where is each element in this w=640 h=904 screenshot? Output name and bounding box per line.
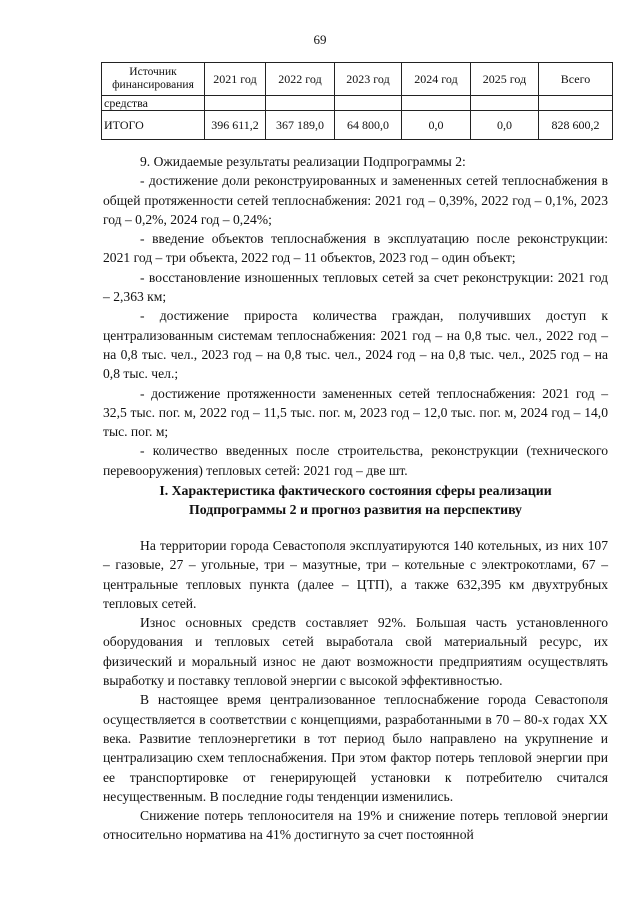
paragraph: На территории города Севастополя эксплуатируются 140 котельных, из них 107 – газовые, 27 – угольные, три – мазутные, три – котельные с электрокотлами, 67 – центральные тепловых пункта (далее – ЦТП), а также 632,395 км двухтрубных тепловых сетей. xyxy=(103,538,608,611)
table-total-row xyxy=(102,111,613,140)
table-cell xyxy=(471,96,539,111)
section-9-results xyxy=(103,152,608,480)
table-cell: 396 611,2 xyxy=(205,111,266,140)
table-cell xyxy=(402,96,471,111)
header-cell-2023: 2023 год xyxy=(335,63,402,96)
table-cell: ИТОГО xyxy=(102,111,205,140)
table-cell: 828 600,2 xyxy=(539,111,613,140)
table-cell xyxy=(335,96,402,111)
table-cell: 0,0 xyxy=(471,111,539,140)
table-header-row xyxy=(102,63,613,96)
paragraph: Снижение потерь теплоносителя на 19% и снижение потерь тепловой энергии относительно норматива на 41% достигнуто за счет постоянной xyxy=(103,808,608,843)
table-cell: 0,0 xyxy=(402,111,471,140)
header-cell-2025: 2025 год xyxy=(471,63,539,96)
financing-table xyxy=(101,62,613,140)
list-item: - восстановление изношенных тепловых сетей за счет реконструкции: 2021 год – 2,363 км; xyxy=(103,269,608,305)
list-item: - достижение доли реконструированных и замененных сетей теплоснабжения в общей протяженности сетей теплоснабжения: 2021 год – 0,39%, 2022 год – 0,1%, 2023 год – 0,2%, 2024 год – 0,24%; xyxy=(103,173,608,227)
table-cell xyxy=(266,96,335,111)
heading-line: Подпрограммы 2 и прогноз развития на перспективу xyxy=(189,502,522,517)
list-item: - количество введенных после строительства, реконструкции (технического перевооружения) тепловых сетей: 2021 год – две шт. xyxy=(103,443,608,478)
paragraph: В настоящее время централизованное теплоснабжение города Севастополя осуществляется в соответствии с концепциями, разработанными в 70 – 80-х годах XX века. Развитие теплоэнергетики в тот период было направлено на укрупнение и централизацию схем теплоснабжения. При этом фактор потерь тепловой энергии при ее транспортировке от генерирующей установки к потребителю считался несущественным. В последние годы тенденции изменились. xyxy=(103,692,608,804)
heading-line: I. Характеристика фактического состояния сферы реализации xyxy=(159,483,552,498)
header-cell-2022: 2022 год xyxy=(266,63,335,96)
table-cell xyxy=(205,96,266,111)
header-cell-2024: 2024 год xyxy=(402,63,471,96)
table-cell xyxy=(539,96,613,111)
paragraph: Износ основных средств составляет 92%. Большая часть установленного оборудования и тепловых сетей выработала свой материальный ресурс, их физический и моральный износ не дают возможности предприятиям осуществлять выработку и поставку тепловой энергии с высокой эффективностью. xyxy=(103,615,608,689)
list-item: - введение объектов теплоснабжения в эксплуатацию после реконструкции: 2021 год – три объекта, 2022 год – 11 объектов, 2023 год – один объект; xyxy=(103,231,608,266)
list-item: - достижение протяженности замененных сетей теплоснабжения: 2021 год – 32,5 тыс. пог. м, 2022 год – 11,5 тыс. пог. м, 2023 год – 12,0 тыс. пог. м, 2024 год – 14,0 тыс. пог. м; xyxy=(103,385,608,440)
table-cell: 367 189,0 xyxy=(266,111,335,140)
table-row xyxy=(102,96,613,111)
header-cell-source: Источник финансирования xyxy=(102,63,205,96)
header-cell-total: Всего xyxy=(539,63,613,96)
page-number: 69 xyxy=(313,32,327,47)
table-cell: средства xyxy=(102,96,205,111)
header-cell-2021: 2021 год xyxy=(205,63,266,96)
list-item: - достижение прироста количества граждан, получивших доступ к централизованным системам теплоснабжения: 2021 год – на 0,8 тыс. чел., 2022 год – на 0,8 тыс. чел., 2023 год – на 0,8 тыс. чел., 2024 год – на 0,8 тыс. чел., 2025 год – на 0,8 тыс. чел.; xyxy=(103,308,608,382)
table-cell: 64 800,0 xyxy=(335,111,402,140)
section-heading xyxy=(103,481,608,519)
section-1-body xyxy=(103,536,608,845)
section-9-title: 9. Ожидаемые результаты реализации Подпрограммы 2: xyxy=(140,154,466,169)
